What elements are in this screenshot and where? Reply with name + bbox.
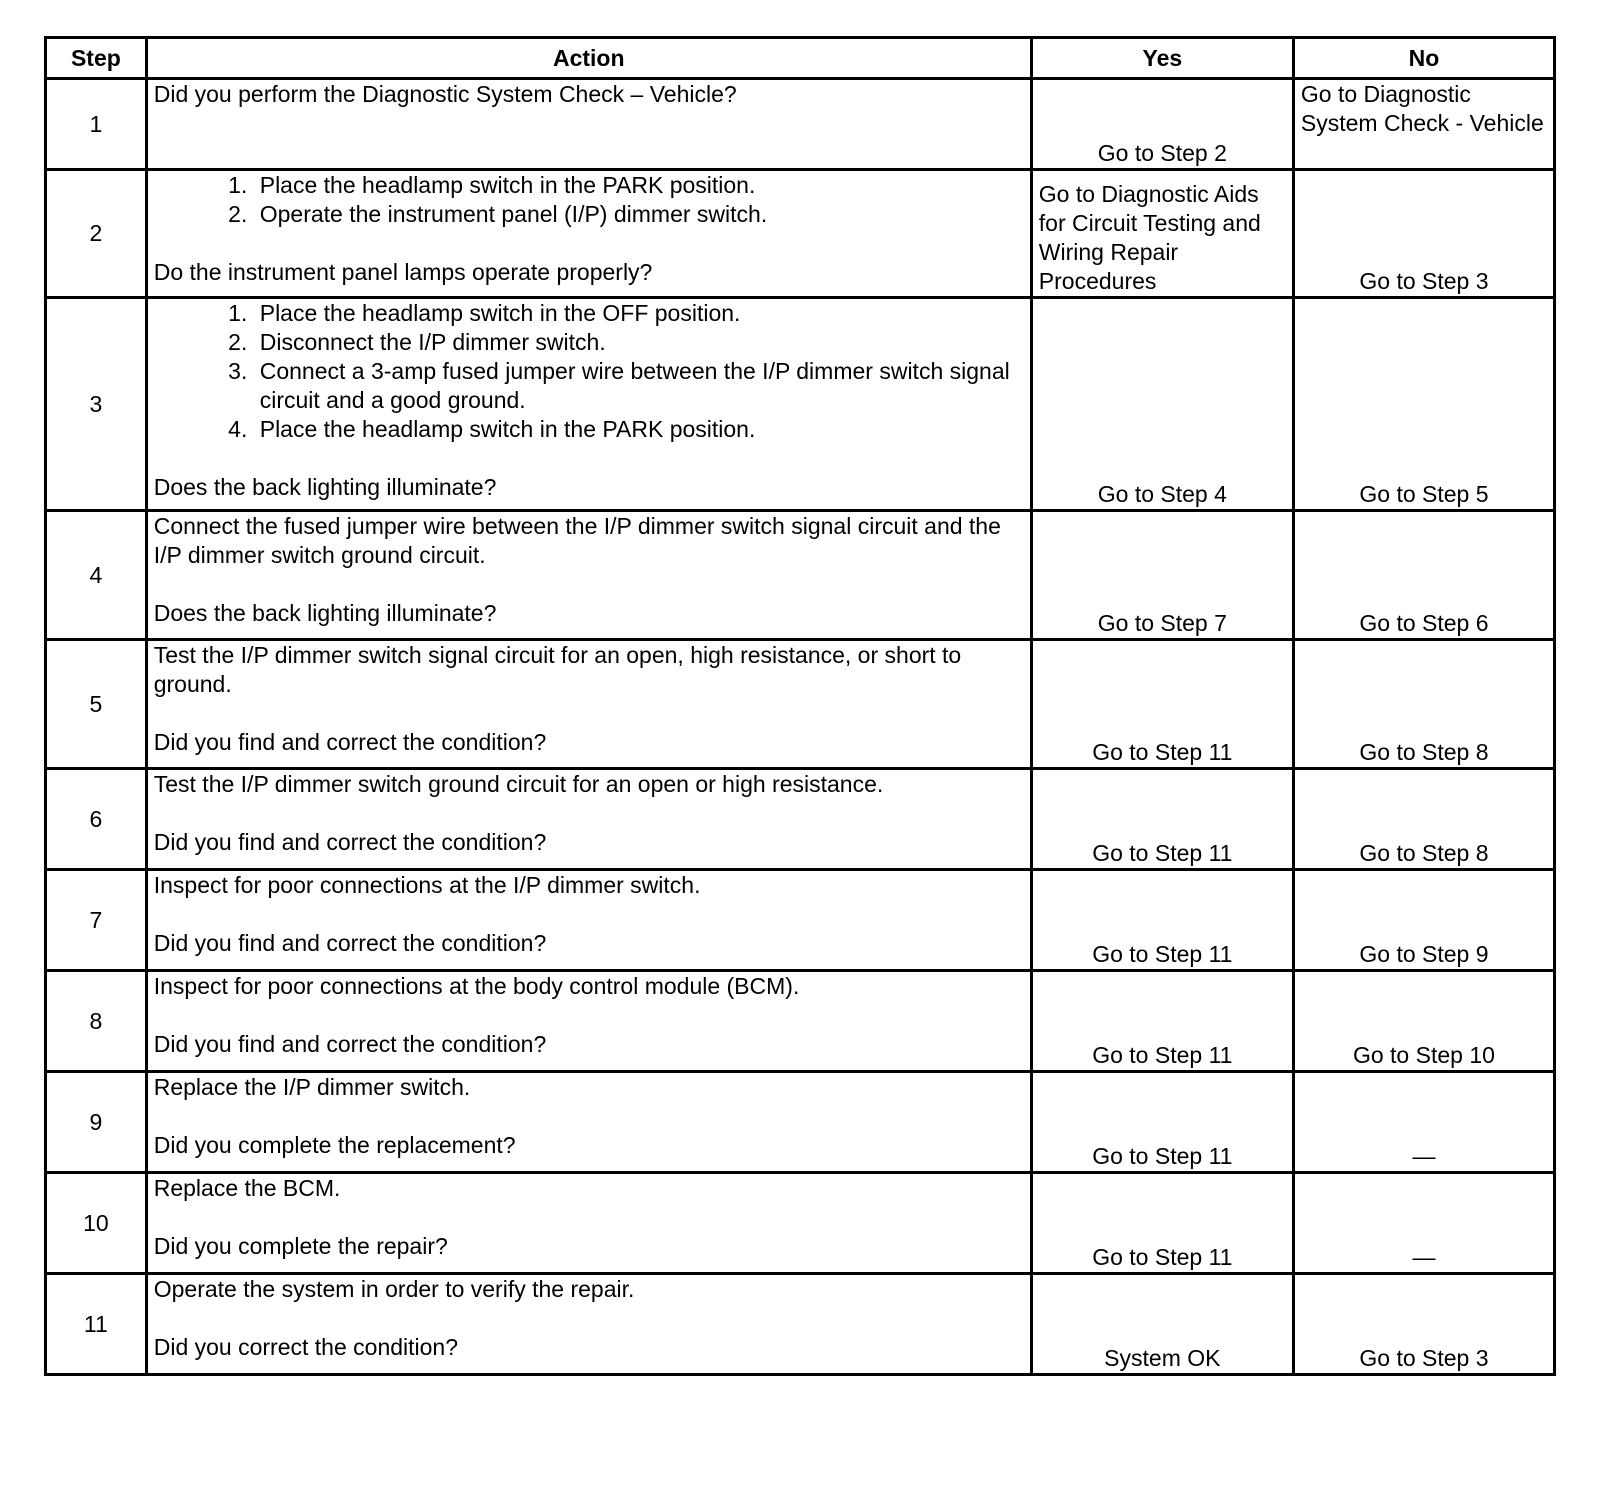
action-question: Does the back lighting illuminate? xyxy=(153,474,497,500)
table-row xyxy=(46,511,1555,640)
action-question: Did you find and correct the condition? xyxy=(153,930,547,956)
step-number: 7 xyxy=(46,870,147,971)
action-instruction: Connect the fused jumper wire between the I/P dimmer switch signal circuit and the I/P dimmer switch ground circuit. xyxy=(153,513,1001,568)
yes-cell: Go to Step 11 xyxy=(1031,1173,1293,1274)
yes-cell: Go to Step 11 xyxy=(1031,769,1293,870)
no-cell: Go to Step 9 xyxy=(1293,870,1554,971)
no-cell: — xyxy=(1293,1173,1554,1274)
header-row xyxy=(46,38,1555,79)
action-instruction: Replace the I/P dimmer switch. xyxy=(153,1074,471,1100)
action-instruction: Operate the system in order to verify the repair. xyxy=(153,1276,635,1302)
yes-cell: Go to Step 11 xyxy=(1031,1072,1293,1173)
no-cell: Go to Step 5 xyxy=(1293,298,1554,511)
action-cell xyxy=(146,1274,1031,1375)
header-step: Step xyxy=(46,38,147,79)
diagnostic-table xyxy=(44,36,1556,1376)
action-step-item: 4. Place the headlamp switch in the PARK position. xyxy=(254,415,1024,444)
yes-cell: Go to Step 11 xyxy=(1031,971,1293,1072)
table-row xyxy=(46,298,1555,511)
header-no: No xyxy=(1293,38,1554,79)
step-number: 2 xyxy=(46,170,147,298)
header-action: Action xyxy=(146,38,1031,79)
no-cell: Go to Step 3 xyxy=(1293,1274,1554,1375)
step-number: 5 xyxy=(46,640,147,769)
header-yes: Yes xyxy=(1031,38,1293,79)
table-row xyxy=(46,640,1555,769)
step-number: 1 xyxy=(46,79,147,170)
yes-cell: Go to Step 11 xyxy=(1031,870,1293,971)
action-question: Did you find and correct the condition? xyxy=(153,829,547,855)
action-step-item: 1. Place the headlamp switch in the OFF position. xyxy=(254,299,1024,328)
step-number: 8 xyxy=(46,971,147,1072)
no-cell: Go to Step 6 xyxy=(1293,511,1554,640)
action-question: Does the back lighting illuminate? xyxy=(153,600,497,626)
step-number: 3 xyxy=(46,298,147,511)
step-number: 10 xyxy=(46,1173,147,1274)
no-cell: Go to Step 3 xyxy=(1293,170,1554,298)
action-step-item: 1. Place the headlamp switch in the PARK position. xyxy=(254,171,1024,200)
action-question: Did you complete the repair? xyxy=(153,1233,448,1259)
step-number: 9 xyxy=(46,1072,147,1173)
table-row xyxy=(46,870,1555,971)
action-question: Did you perform the Diagnostic System Check – Vehicle? xyxy=(153,81,737,107)
action-steps xyxy=(154,171,1024,229)
no-cell: Go to Step 8 xyxy=(1293,769,1554,870)
table-row xyxy=(46,79,1555,170)
action-cell xyxy=(146,1173,1031,1274)
action-question: Do the instrument panel lamps operate properly? xyxy=(153,259,653,285)
table-row xyxy=(46,1173,1555,1274)
no-cell: Go to Step 10 xyxy=(1293,971,1554,1072)
action-cell xyxy=(146,769,1031,870)
action-question: Did you find and correct the condition? xyxy=(153,729,547,755)
action-instruction: Test the I/P dimmer switch ground circuit for an open or high resistance. xyxy=(153,771,884,797)
action-steps xyxy=(154,299,1024,444)
action-cell xyxy=(146,640,1031,769)
action-cell xyxy=(146,298,1031,511)
step-number: 11 xyxy=(46,1274,147,1375)
action-question: Did you find and correct the condition? xyxy=(153,1031,547,1057)
table-row xyxy=(46,971,1555,1072)
no-cell: Go to Step 8 xyxy=(1293,640,1554,769)
table-row xyxy=(46,1072,1555,1173)
action-cell xyxy=(146,971,1031,1072)
action-question: Did you correct the condition? xyxy=(153,1334,459,1360)
no-cell: Go to Diagnostic System Check - Vehicle xyxy=(1293,79,1554,170)
action-cell xyxy=(146,79,1031,170)
table-row xyxy=(46,769,1555,870)
step-number: 6 xyxy=(46,769,147,870)
action-instruction: Test the I/P dimmer switch signal circuit for an open, high resistance, or short to ground. xyxy=(153,642,962,697)
yes-cell: Go to Step 4 xyxy=(1031,298,1293,511)
action-step-item: 2. Disconnect the I/P dimmer switch. xyxy=(254,328,1024,357)
action-step-item: 2. Operate the instrument panel (I/P) dimmer switch. xyxy=(254,200,1024,229)
yes-cell: Go to Step 11 xyxy=(1031,640,1293,769)
step-number: 4 xyxy=(46,511,147,640)
table-row xyxy=(46,170,1555,298)
action-cell xyxy=(146,870,1031,971)
action-question: Did you complete the replacement? xyxy=(153,1132,516,1158)
yes-cell: System OK xyxy=(1031,1274,1293,1375)
action-cell xyxy=(146,170,1031,298)
action-instruction: Inspect for poor connections at the I/P dimmer switch. xyxy=(153,872,701,898)
yes-cell: Go to Step 2 xyxy=(1031,79,1293,170)
no-cell: — xyxy=(1293,1072,1554,1173)
action-cell xyxy=(146,1072,1031,1173)
yes-cell: Go to Step 7 xyxy=(1031,511,1293,640)
action-cell xyxy=(146,511,1031,640)
action-step-item: 3. Connect a 3-amp fused jumper wire between the I/P dimmer switch signal circuit and a good ground. xyxy=(254,357,1024,415)
action-instruction: Inspect for poor connections at the body control module (BCM). xyxy=(153,973,800,999)
yes-cell: Go to Diagnostic Aids for Circuit Testing and Wiring Repair Procedures xyxy=(1031,170,1293,298)
action-instruction: Replace the BCM. xyxy=(153,1175,341,1201)
table-row xyxy=(46,1274,1555,1375)
